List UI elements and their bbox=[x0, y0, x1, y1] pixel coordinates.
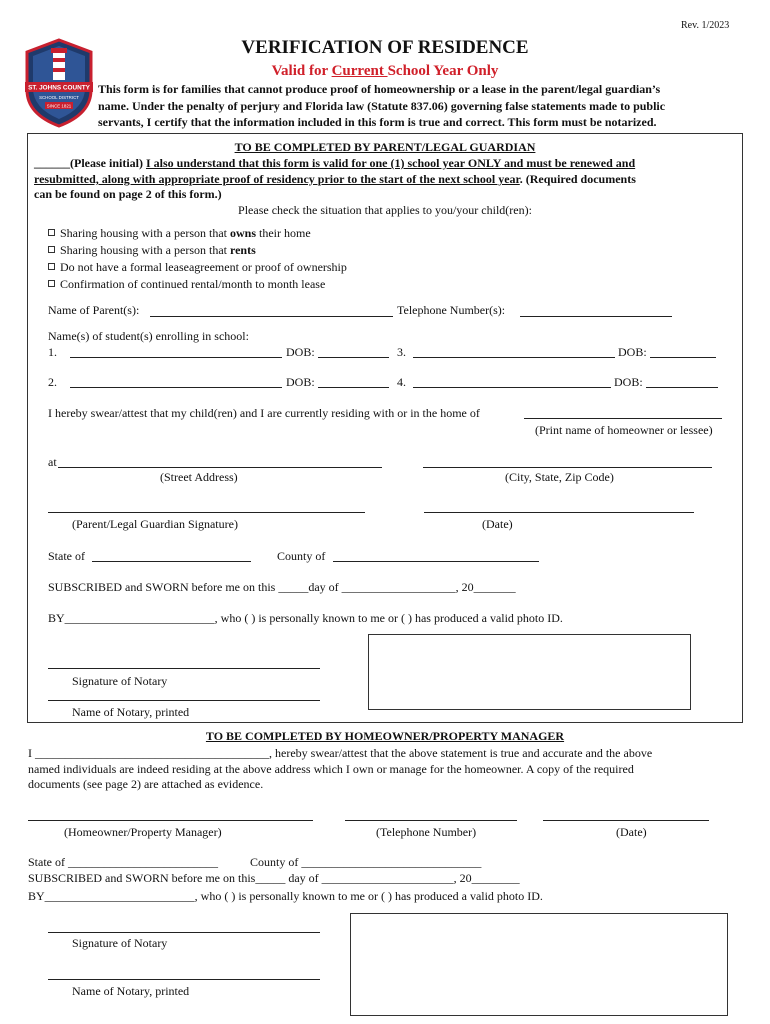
student-1-dob-field[interactable] bbox=[318, 357, 389, 358]
homeowner-by-statement[interactable]: BY_________________________, who ( ) is personally known to me or ( ) has produced a valid photo ID. bbox=[28, 889, 543, 903]
check-prompt: Please check the situation that applies to you/your child(ren): bbox=[238, 203, 532, 217]
student-2-dob-field[interactable] bbox=[318, 387, 389, 388]
city-state-zip-field[interactable] bbox=[423, 467, 712, 468]
at-label: at bbox=[48, 455, 57, 469]
notary-seal-box bbox=[368, 634, 691, 710]
student-1-name-field[interactable] bbox=[70, 357, 282, 358]
option-rents[interactable]: Sharing housing with a person that rents bbox=[48, 243, 256, 257]
parent-name-label: Name of Parent(s): bbox=[48, 303, 140, 317]
checkbox-month-to-month[interactable] bbox=[48, 280, 55, 287]
state-label: State of bbox=[48, 549, 85, 563]
county-label: County of bbox=[277, 549, 326, 563]
guardian-date-label: (Date) bbox=[482, 517, 513, 531]
initial-blank[interactable]: ______ bbox=[34, 156, 70, 170]
parent-section-heading: TO BE COMPLETED BY PARENT/LEGAL GUARDIAN bbox=[234, 140, 536, 154]
checkbox-rents[interactable] bbox=[48, 246, 55, 253]
option-no-lease[interactable]: Do not have a formal leaseagreement or proof of ownership bbox=[48, 260, 347, 274]
option-month-to-month[interactable]: Confirmation of continued rental/month to month lease bbox=[48, 277, 325, 291]
homeowner-attest-line-3: documents (see page 2) are attached as evidence. bbox=[28, 777, 264, 791]
notary2-signature-label: Signature of Notary bbox=[72, 936, 168, 950]
initial-line-1: ______(Please initial) I also understand that this form is valid for one (1) school year ONLY and must be renewed and bbox=[34, 156, 636, 170]
homeowner-subscribed-statement[interactable]: SUBSCRIBED and SWORN before me on this_____ day of ______________________, 20________ bbox=[28, 871, 520, 885]
student-3-dob-label: DOB: bbox=[618, 345, 647, 359]
street-address-label: (Street Address) bbox=[160, 470, 238, 484]
notary-name-field[interactable] bbox=[48, 700, 320, 701]
revision-date: Rev. 1/2023 bbox=[681, 20, 730, 31]
student-4-name-field[interactable] bbox=[413, 387, 611, 388]
subscribed-statement[interactable]: SUBSCRIBED and SWORN before me on this _____day of ___________________, 20_______ bbox=[48, 580, 516, 594]
homeowner-date-label: (Date) bbox=[616, 825, 647, 839]
guardian-signature-label: (Parent/Legal Guardian Signature) bbox=[72, 517, 238, 531]
notary-name-label: Name of Notary, printed bbox=[72, 705, 190, 719]
homeowner-name-field[interactable] bbox=[524, 418, 722, 419]
student-3-name-field[interactable] bbox=[413, 357, 615, 358]
page-title: VERIFICATION OF RESIDENCE bbox=[241, 37, 529, 58]
initial-line-3: can be found on page 2 of this form.) bbox=[34, 187, 222, 201]
student-4-dob-field[interactable] bbox=[646, 387, 718, 388]
homeowner-attest-line-2: named individuals are indeed residing at the above address which I own or manage for the homeowner. A copy of the required bbox=[28, 762, 634, 776]
homeowner-signature-label: (Homeowner/Property Manager) bbox=[64, 825, 222, 839]
homeowner-date-field[interactable] bbox=[543, 820, 709, 821]
notary-signature-field[interactable] bbox=[48, 668, 320, 669]
student-2-number: 2. bbox=[48, 375, 57, 389]
homeowner-phone-field[interactable] bbox=[345, 820, 517, 821]
notary2-signature-field[interactable] bbox=[48, 932, 320, 933]
option-owns[interactable]: Sharing housing with a person that owns their home bbox=[48, 226, 311, 240]
logo-year-text: SINCE 1821 bbox=[46, 103, 72, 109]
phone-field[interactable] bbox=[520, 316, 672, 317]
homeowner-phone-label: (Telephone Number) bbox=[376, 825, 477, 839]
student-1-dob-label: DOB: bbox=[286, 345, 315, 359]
guardian-date-field[interactable] bbox=[424, 512, 694, 513]
logo-mid-text: SCHOOL DISTRICT bbox=[39, 95, 79, 100]
notary-signature-label: Signature of Notary bbox=[72, 674, 168, 688]
notary2-name-label: Name of Notary, printed bbox=[72, 984, 190, 998]
homeowner-signature-field[interactable] bbox=[28, 820, 313, 821]
homeowner-attest-line-1[interactable]: I _______________________________________, hereby swear/attest that the above statement is true and accurate and the above bbox=[28, 746, 653, 760]
checkbox-owns[interactable] bbox=[48, 229, 55, 236]
homeowner-state-field[interactable]: State of _________________________ bbox=[28, 855, 218, 869]
street-address-field[interactable] bbox=[58, 467, 382, 468]
print-name-label: (Print name of homeowner or lessee) bbox=[535, 423, 713, 437]
homeowner-county-field[interactable]: County of ______________________________ bbox=[250, 855, 482, 869]
guardian-signature-field[interactable] bbox=[48, 512, 365, 513]
student-2-dob-label: DOB: bbox=[286, 375, 315, 389]
phone-label: Telephone Number(s): bbox=[397, 303, 506, 317]
logo-top-text: ST. JOHNS COUNTY bbox=[28, 84, 90, 92]
by-statement[interactable]: BY_________________________, who ( ) is personally known to me or ( ) has produced a valid photo ID. bbox=[48, 611, 563, 625]
intro-line-2: name. Under the penalty of perjury and Florida law (Statute 837.06) governing false statements made to public bbox=[98, 99, 666, 113]
student-3-dob-field[interactable] bbox=[650, 357, 716, 358]
homeowner-section-heading: TO BE COMPLETED BY HOMEOWNER/PROPERTY MANAGER bbox=[205, 729, 565, 743]
subtitle: Valid for Current School Year Only bbox=[271, 63, 499, 79]
intro-line-1: This form is for families that cannot produce proof of homeownership or a lease in the parent/legal guardian’s bbox=[98, 82, 661, 96]
student-4-number: 4. bbox=[397, 375, 406, 389]
notary2-name-field[interactable] bbox=[48, 979, 320, 980]
student-1-number: 1. bbox=[48, 345, 57, 359]
student-4-dob-label: DOB: bbox=[614, 375, 643, 389]
initial-line-2: resubmitted, along with appropriate proof of residency prior to the start of the next school year. (Required documents bbox=[34, 172, 636, 186]
city-state-zip-label: (City, State, Zip Code) bbox=[505, 470, 614, 484]
intro-line-3: servants, I certify that the information included in this form is true and correct. This form must be notarized. bbox=[98, 115, 657, 129]
county-field[interactable] bbox=[333, 561, 539, 562]
parent-name-field[interactable] bbox=[150, 316, 393, 317]
state-field[interactable] bbox=[92, 561, 251, 562]
students-label: Name(s) of student(s) enrolling in school: bbox=[48, 329, 249, 343]
student-3-number: 3. bbox=[397, 345, 406, 359]
student-2-name-field[interactable] bbox=[70, 387, 282, 388]
checkbox-no-lease[interactable] bbox=[48, 263, 55, 270]
notary2-seal-box bbox=[350, 913, 728, 1016]
swear-statement: I hereby swear/attest that my child(ren) and I are currently residing with or in the home of bbox=[48, 406, 480, 420]
